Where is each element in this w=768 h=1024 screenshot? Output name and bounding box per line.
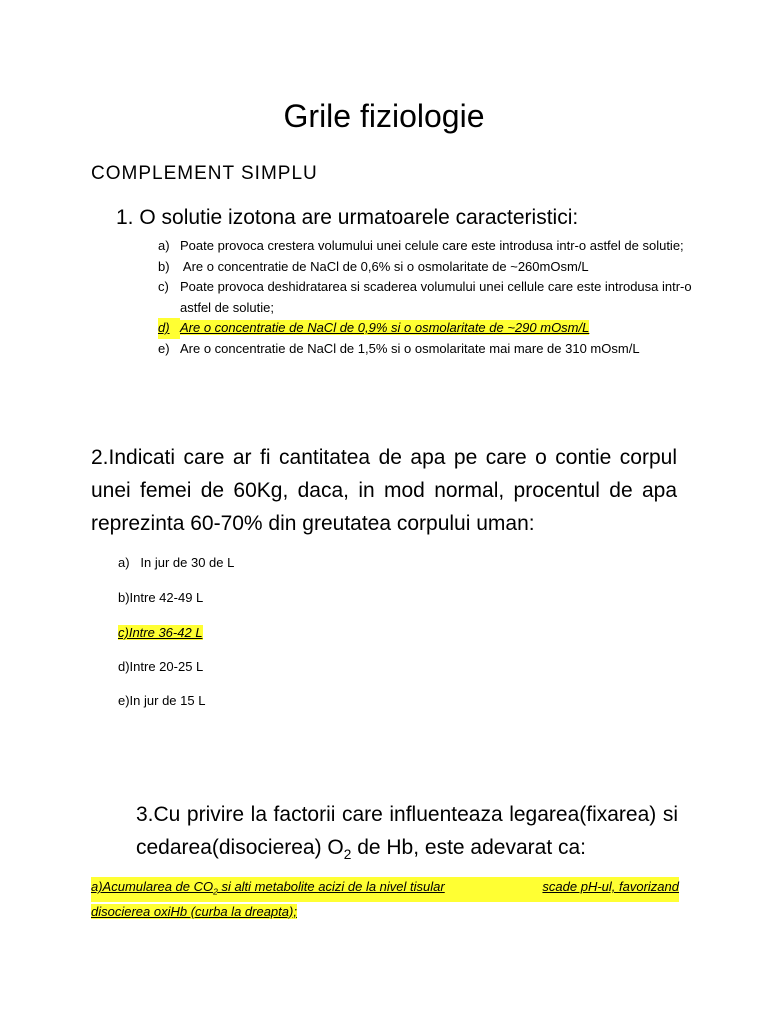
option-label: b): [158, 258, 170, 274]
option-2c-correct: c)Intre 36-42 L: [118, 625, 203, 640]
option-label: e): [158, 340, 170, 356]
question-1-options: [158, 236, 698, 359]
question-3-text-end: de Hb, este adevarat ca:: [351, 836, 586, 859]
section-heading: COMPLEMENT SIMPLU: [91, 163, 318, 184]
answer-text: a)Acumularea de CO: [91, 879, 214, 894]
option-2b: b)Intre 42-49 L: [118, 590, 204, 605]
question-2: 2.Indicati care ar fi cantitatea de apa pe care o contie corpul unei femei de 60Kg, daca, in mod normal, procentul de apa reprezinta 60-70% din greutatea corpului uman:: [91, 446, 677, 535]
option-text: Poate provoca deshidratarea si scaderea volumului unei cellule care este introdusa intr-o astfel de solutie;: [180, 279, 692, 315]
answer-text: scade pH-ul, favorizand: [542, 879, 679, 894]
answer-text: si alti metabolite acizi de la nivel tisular: [217, 879, 445, 894]
option-1b: [158, 257, 698, 278]
option-1e: [158, 339, 698, 360]
option-label: d): [158, 318, 180, 339]
subscript: 2: [343, 847, 352, 863]
option-text: Are o concentratie de NaCl de 1,5% si o osmolaritate mai mare de 310 mOsm/L: [180, 340, 640, 356]
question-3: [136, 798, 678, 871]
option-1a: [158, 236, 698, 257]
answer-line-1: [91, 877, 679, 902]
question-1: 1. O solutie izotona are urmatoarele caracteristici:: [116, 206, 579, 229]
question-3-text: 3.Cu privire la factorii care influenteaza legarea(fixarea) si cedarea(disocierea) O: [136, 803, 678, 859]
option-2e: e)In jur de 15 L: [118, 693, 206, 708]
option-2a: a) In jur de 30 de L: [118, 555, 235, 570]
answer-3a-correct: [91, 877, 679, 922]
answer-line-2: disocierea oxiHb (curba la dreapta);: [91, 903, 297, 919]
option-text: Are o concentratie de NaCl de 0,6% si o osmolaritate de ~260mOsm/L: [180, 258, 589, 274]
option-text: Poate provoca crestera volumului unei celule care este introdusa intr-o astfel de solutie;: [180, 238, 684, 253]
option-text-highlighted: Are o concentratie de NaCl de 0,9% si o osmolaritate de ~290 mOsm/L: [180, 320, 590, 335]
subscript: 2: [213, 886, 218, 897]
option-1d-correct: [158, 318, 698, 339]
option-label: c): [158, 279, 169, 294]
page-title: Grile fiziologie: [283, 98, 485, 134]
option-label: a): [158, 238, 170, 253]
option-2d: d)Intre 20-25 L: [118, 659, 204, 674]
option-1c: [158, 277, 698, 318]
